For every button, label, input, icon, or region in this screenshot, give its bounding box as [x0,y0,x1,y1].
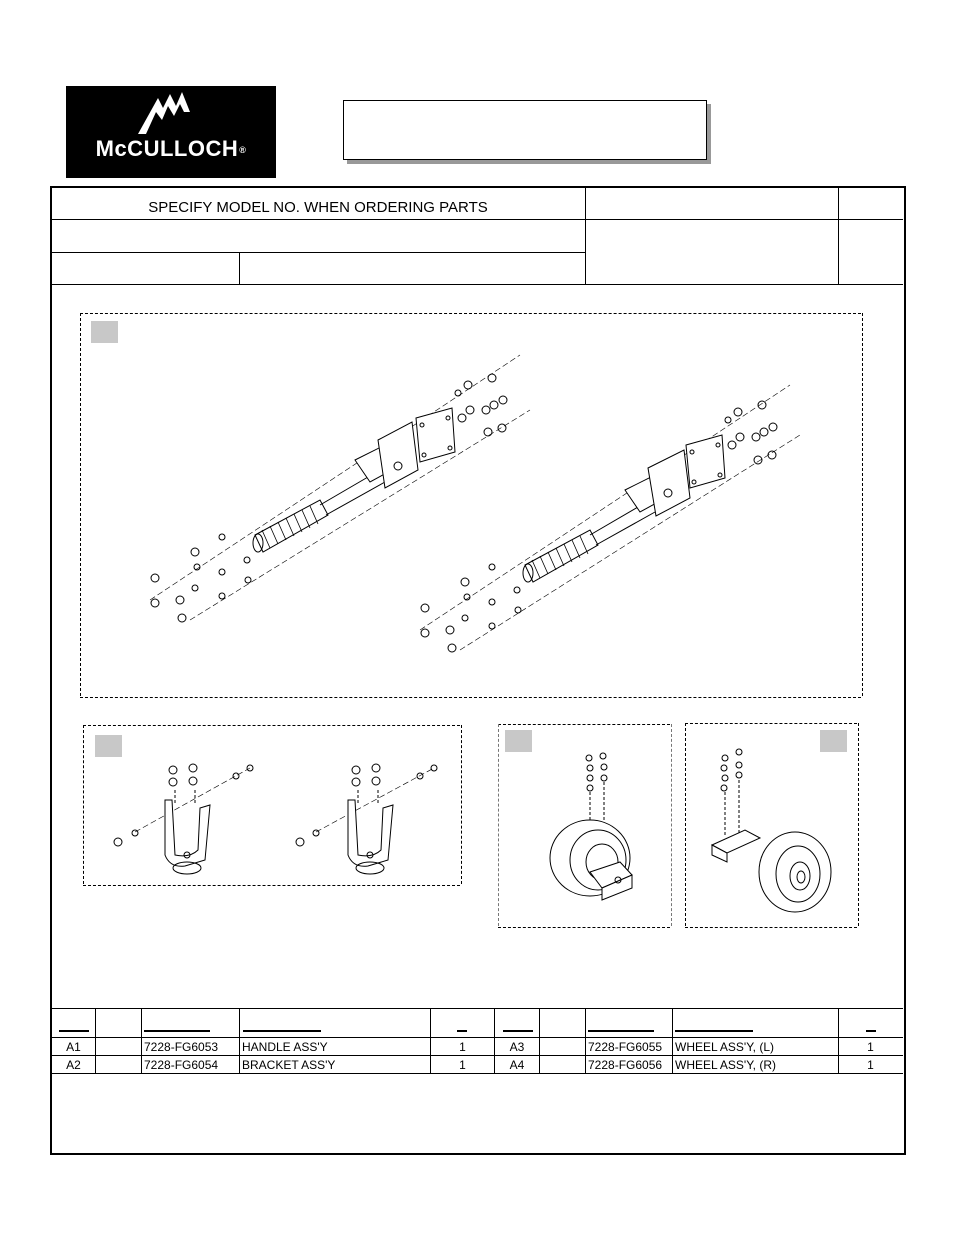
table-col-divider [239,1008,240,1073]
header-underline [144,1030,210,1032]
table-cell-description: BRACKET ASS'Y [242,1058,336,1072]
table-cell-qty: 1 [459,1058,466,1072]
table-cell-part-no: 7228-FG6056 [588,1058,663,1072]
header-underline [588,1030,654,1032]
table-cell-ref: A1 [66,1040,81,1054]
table-col-divider [672,1008,673,1073]
table-top-line [51,1008,903,1009]
table-col-divider [95,1008,96,1073]
table-cell-part-no: 7228-FG6055 [588,1040,663,1054]
table-cell-qty: 1 [459,1040,466,1054]
table-cell-ref: A4 [509,1058,525,1072]
registered-mark: ® [239,145,247,156]
header-underline [457,1030,467,1032]
table-cell-ref: A3 [509,1040,525,1054]
table-row-divider [51,1055,903,1056]
table-cell-qty: 1 [867,1058,874,1072]
table-col-divider [539,1008,540,1073]
table-cell-description: WHEEL ASS'Y, (L) [675,1040,774,1054]
table-col-divider [585,1008,586,1073]
table-cell-part-no: 7228-FG6054 [144,1058,219,1072]
table-header-divider [51,1037,903,1038]
table-cell-ref: A2 [66,1058,81,1072]
table-col-divider [141,1008,142,1073]
order-notice: SPECIFY MODEL NO. WHEN ORDERING PARTS [148,199,488,216]
table-cell-qty: 1 [867,1040,874,1054]
table-cell-description: WHEEL ASS'Y, (R) [675,1058,776,1072]
header-underline [866,1030,876,1032]
header-underline [675,1030,753,1032]
header-underline [243,1030,321,1032]
table-cell-part-no: 7228-FG6053 [144,1040,219,1054]
header-underline [503,1030,533,1032]
logo-wordmark: McCULLOCH® [95,136,247,161]
table-cell-description: HANDLE ASS'Y [242,1040,328,1054]
table-bottom-line [51,1073,903,1074]
header-underline [59,1030,89,1032]
